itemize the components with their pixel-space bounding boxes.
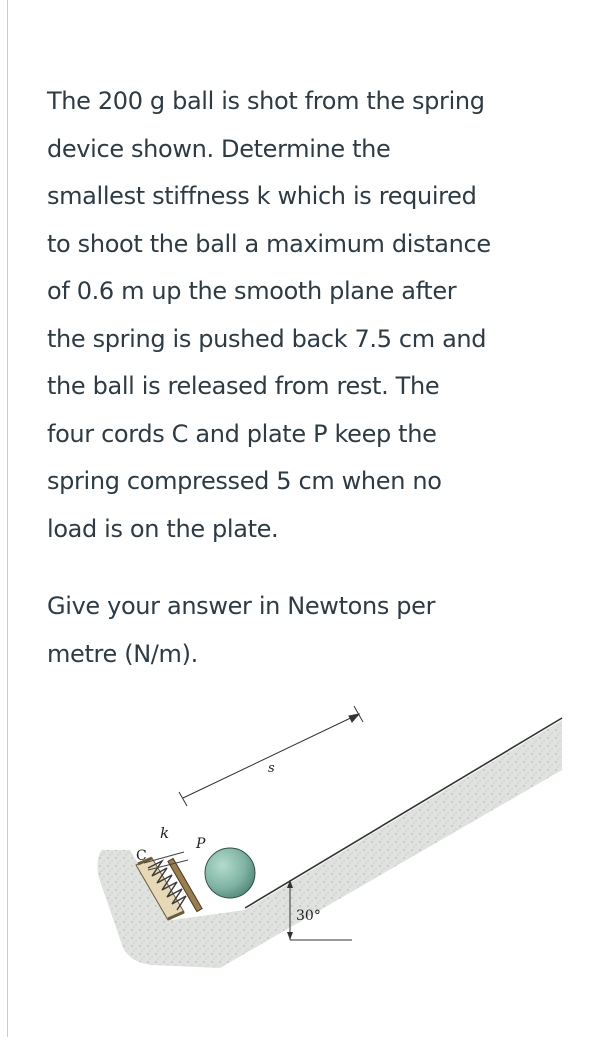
answer-instruction [47, 583, 587, 678]
spring-device-figure [90, 680, 570, 980]
page-left-border [7, 0, 8, 1037]
answer-line: Give your answer in Newtons per [47, 592, 436, 620]
label-p: P [196, 836, 206, 852]
problem-line: The 200 g ball is shot from the spring [47, 87, 485, 115]
problem-line: four cords C and plate P keep the [47, 419, 437, 448]
problem-line: the ball is released from rest. The [47, 372, 440, 400]
problem-line: device shown. Determine the [47, 134, 391, 163]
problem-line: of 0.6 m up the smooth plane after [47, 277, 457, 305]
label-k: k [160, 824, 170, 842]
problem-line: spring compressed 5 cm when no [47, 467, 442, 495]
figure-svg [90, 680, 570, 980]
label-s: s [268, 761, 275, 776]
label-c: C [136, 848, 147, 864]
problem-line: the spring is pushed back 7.5 cm and [47, 324, 487, 353]
problem-line: smallest stiffness k which is required [47, 182, 477, 210]
answer-line: metre (N/m). [47, 639, 198, 668]
label-angle: 30° [296, 908, 321, 924]
problem-line: load is on the plate. [47, 514, 279, 543]
ground-body [98, 720, 563, 968]
incline-surface [245, 718, 562, 908]
problem-line: to shoot the ball a maximum distance [47, 229, 491, 258]
dimension-s [179, 706, 363, 806]
ball [205, 848, 255, 898]
problem-statement [47, 78, 587, 553]
